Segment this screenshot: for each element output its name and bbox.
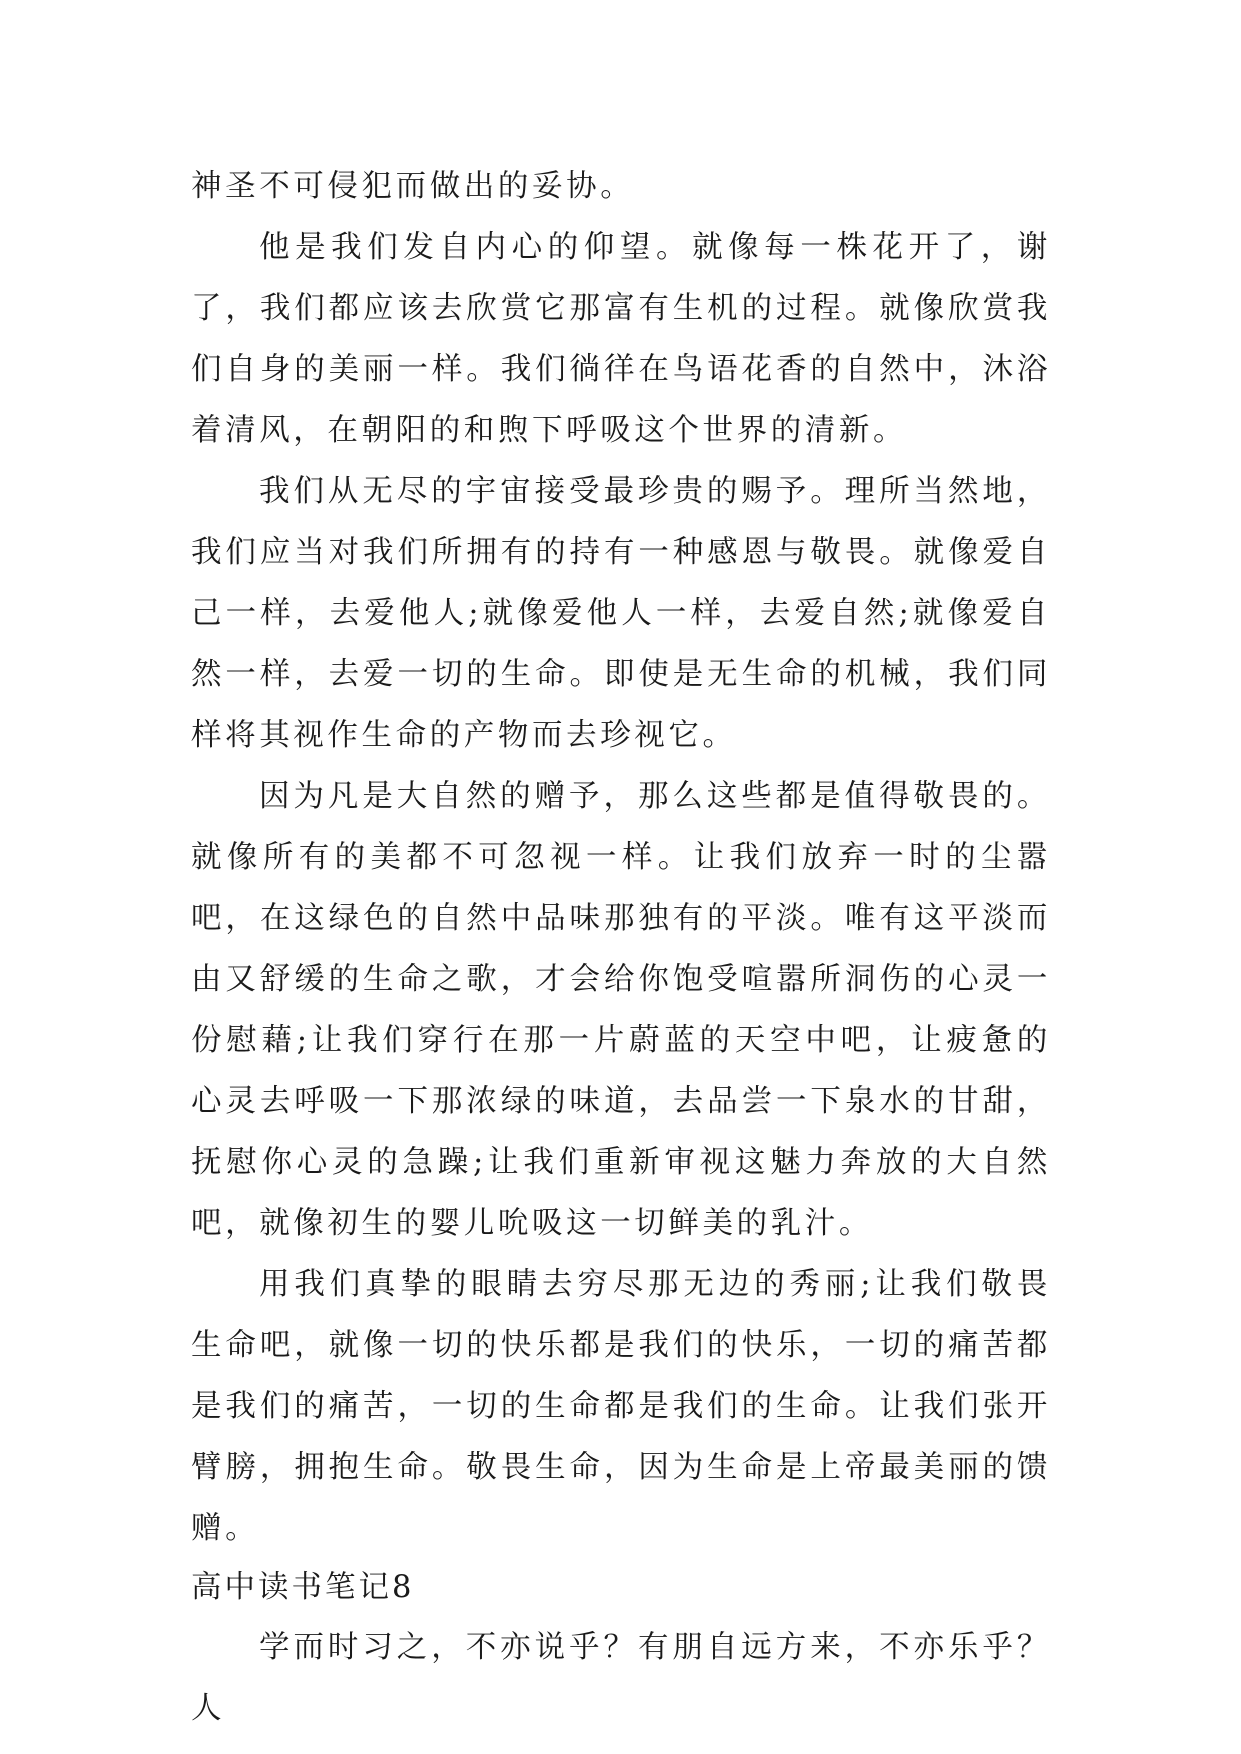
paragraph: 学而时习之，不亦说乎？有朋自远方来，不亦乐乎？人 [191,1630,1051,1726]
document-body [191,156,1051,1739]
paragraph: 我们从无尽的宇宙接受最珍贵的赐予。理所当然地，我们应当对我们所拥有的持有一种感恩与敬畏。就像爱自己一样，去爱他人;就像爱他人一样，去爱自然;就像爱自然一样，去爱一切的生命。即使是无生命的机械，我们同样将其视作生命的产物而去珍视它。 [191,474,1051,753]
paragraph: 神圣不可侵犯而做出的妥协。 [191,169,635,204]
section-heading: 高中读书笔记8 [191,1570,415,1605]
paragraph: 用我们真挚的眼睛去穷尽那无边的秀丽;让我们敬畏生命吧，就像一切的快乐都是我们的快乐，一切的痛苦都是我们的痛苦，一切的生命都是我们的生命。让我们张开臂膀，拥抱生命。敬畏生命，因为生命是上帝最美丽的馈赠。 [191,1267,1051,1546]
paragraph: 他是我们发自内心的仰望。就像每一株花开了，谢了，我们都应该去欣赏它那富有生机的过程。就像欣赏我们自身的美丽一样。我们徜徉在鸟语花香的自然中，沐浴着清风，在朝阳的和煦下呼吸这个世界的清新。 [191,230,1051,448]
paragraph: 因为凡是大自然的赠予，那么这些都是值得敬畏的。就像所有的美都不可忽视一样。让我们放弃一时的尘嚣吧，在这绿色的自然中品味那独有的平淡。唯有这平淡而由又舒缓的生命之歌，才会给你饱受喧嚣所洞伤的心灵一份慰藉;让我们穿行在那一片蔚蓝的天空中吧，让疲惫的心灵去呼吸一下那浓绿的味道，去品尝一下泉水的甘甜，抚慰你心灵的急躁;让我们重新审视这魅力奔放的大自然吧，就像初生的婴儿吮吸这一切鲜美的乳汁。 [191,779,1051,1241]
